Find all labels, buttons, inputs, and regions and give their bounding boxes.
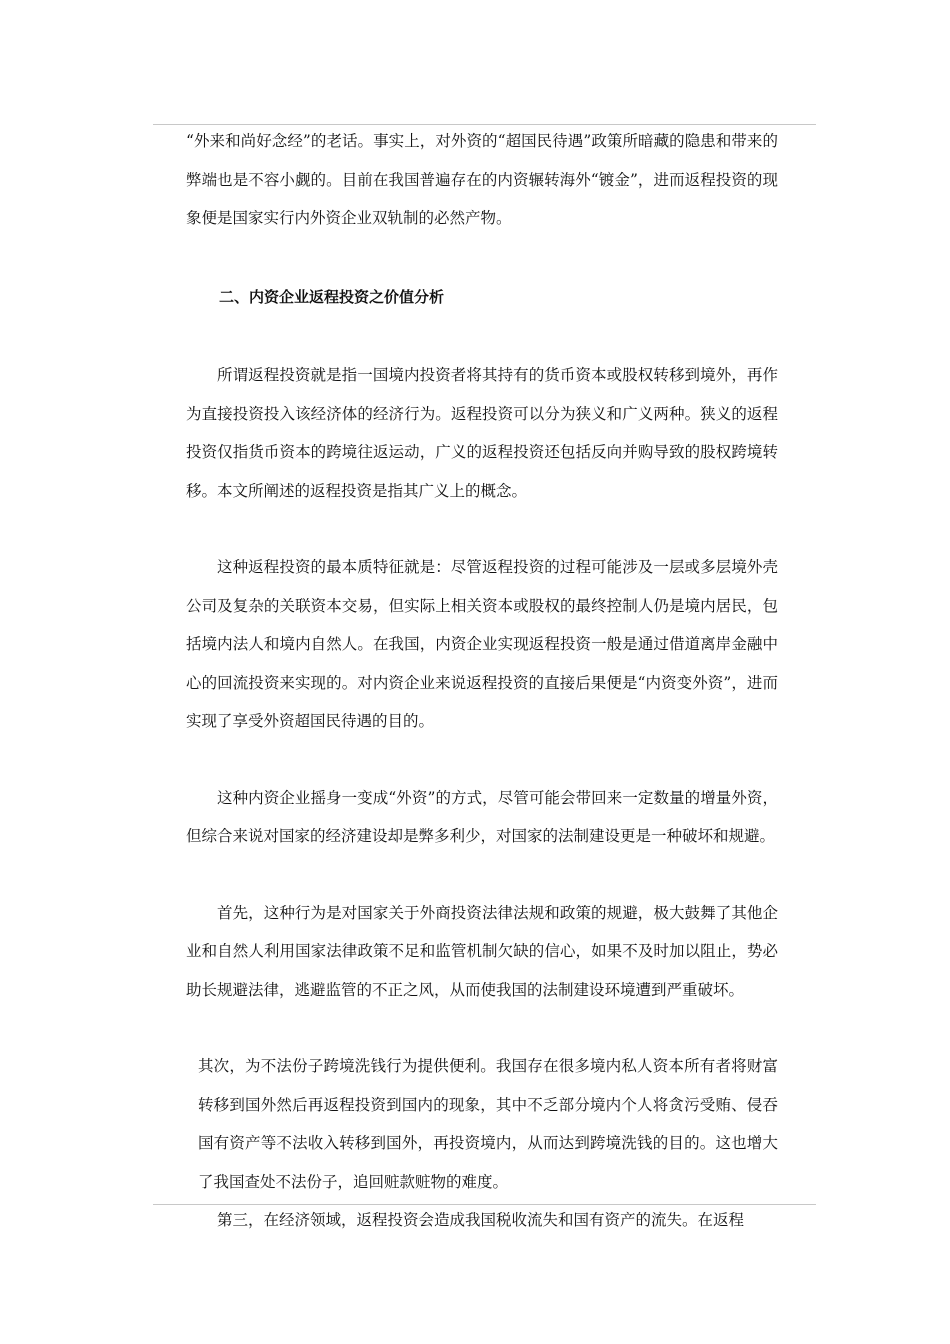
footer-rule — [153, 1204, 816, 1205]
paragraph-intro: “外来和尚好念经”的老话。事实上，对外资的“超国民待遇”政策所暗藏的隐患和带来的弊端也是不容小觑的。目前在我国普遍存在的内资辗转海外“镀金”，进而返程投资的现象便是国家实行内外资企业双轨制的必然产物。 — [186, 132, 778, 227]
document-body — [186, 122, 778, 1240]
paragraph-assessment: 这种内资企业摇身一变成“外资”的方式，尽管可能会带回来一定数量的增量外资，但综合来说对国家的经济建设却是弊多利少，对国家的法制建设更是一种破坏和规避。 — [186, 788, 778, 845]
paragraph-characteristics: 这种返程投资的最本质特征就是：尽管返程投资的过程可能涉及一层或多层境外壳公司及复杂的关联资本交易，但实际上相关资本或股权的最终控制人仍是境内居民，包括境内法人和境内自然人。在我国，内资企业实现返程投资一般是通过借道离岸金融中心的回流投资来实现的。对内资企业来说返程投资的直接后果便是“内资变外资”，进而实现了享受外资超国民待遇的目的。 — [186, 558, 778, 730]
paragraph-definition: 所谓返程投资就是指一国境内投资者将其持有的货币资本或股权转移到境外，再作为直接投资投入该经济体的经济行为。返程投资可以分为狭义和广义两种。狭义的返程投资仅指货币资本的跨境往返运动，广义的返程投资还包括反向并购导致的股权跨境转移。本文所阐述的返程投资是指其广义上的概念。 — [186, 366, 778, 500]
paragraph-first-point: 首先，这种行为是对国家关于外商投资法律法规和政策的规避，极大鼓舞了其他企业和自然人利用国家法律政策不足和监管机制欠缺的信心，如果不及时加以阻止，势必助长规避法律，逃避监管的不正之风，从而使我国的法制建设环境遭到严重破坏。 — [186, 903, 778, 999]
paragraph-second-point: 其次，为不法份子跨境洗钱行为提供便利。我国存在很多境内私人资本所有者将财富转移到国外然后再返程投资到国内的现象，其中不乏部分境内个人将贪污受贿、侵吞国有资产等不法收入转移到国外，再投资境内，从而达到跨境洗钱的目的。这也增大了我国查处不法份子，追回赃款赃物的难度。 — [198, 1057, 778, 1191]
section-heading: 二、内资企业返程投资之价值分析 — [219, 287, 445, 306]
paragraph-third-point: 第三，在经济领域，返程投资会造成我国税收流失和国有资产的流失。在返程 — [217, 1211, 745, 1229]
